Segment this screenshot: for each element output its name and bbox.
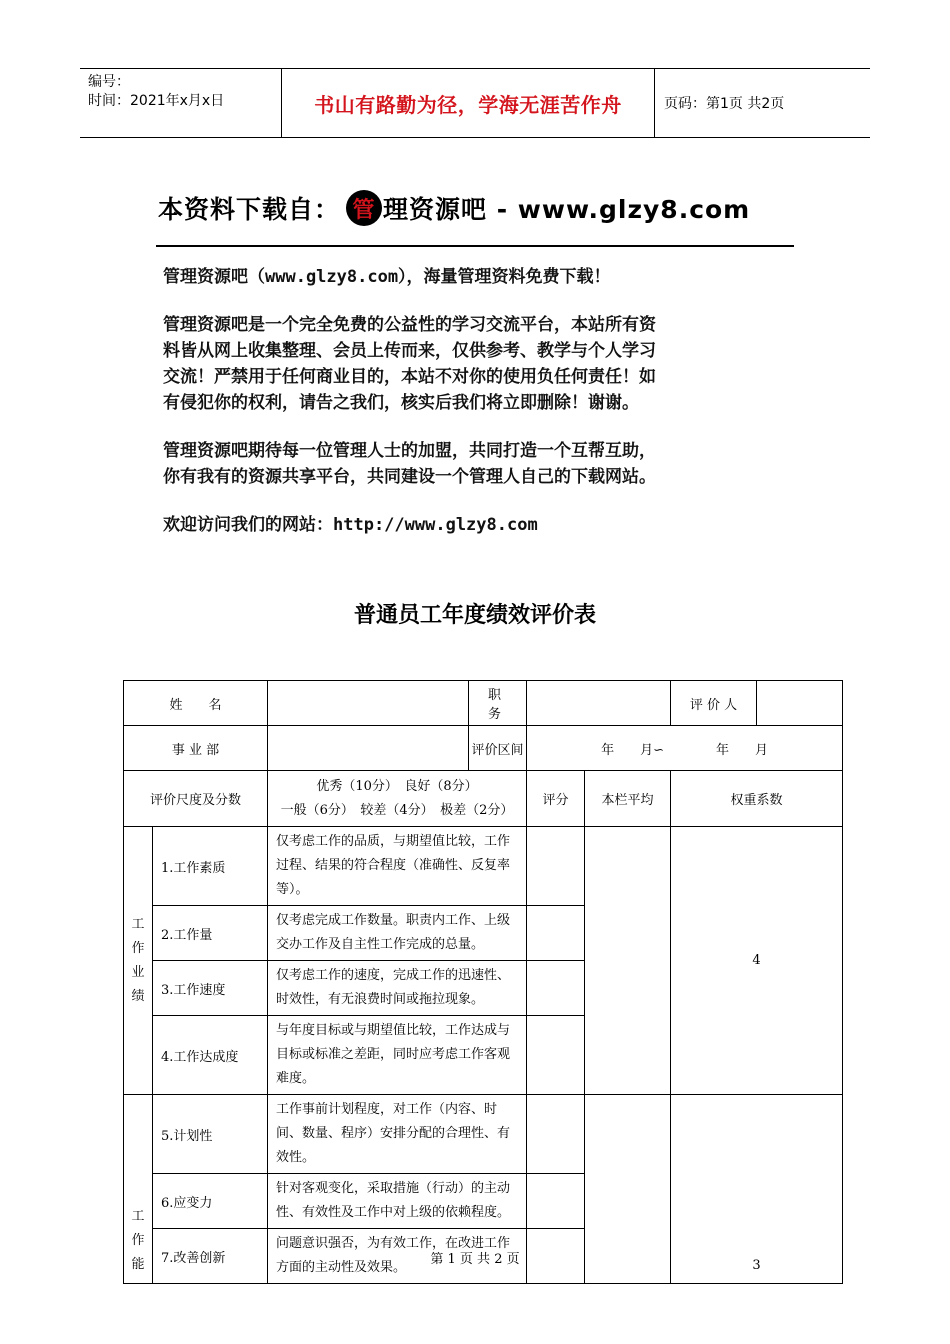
category-char: 作 [131,1233,145,1248]
name-label: 姓 名 [124,681,268,726]
category-char: 工 [131,1209,145,1224]
item-name: 4.工作达成度 [153,1016,268,1095]
item-score-field[interactable] [527,961,585,1016]
download-banner [158,188,798,228]
item-description: 工作事前计划程度，对工作（内容、时间、数量、程序）安排分配的合理性、有效性。 [268,1095,527,1174]
notice-line: 管理资源吧（www.glzy8.com），海量管理资料免费下载！ [163,267,611,287]
category-cell [124,827,153,1095]
banner-site-name: 理资源吧 - www.glzy8.com [383,195,751,224]
banner-prefix: 本资料下载自： [158,195,341,224]
page-header [80,68,870,138]
notice-line: 料皆从网上收集整理、会员上传而来，仅供参考、教学与个人学习 [163,341,656,361]
header-page-number: 页码：第1页 共2页 [664,96,785,112]
group-average-field[interactable] [585,827,671,1095]
notice-line: 你有我有的资源共享平台，共同建设一个管理人自己的下载网站。 [163,467,656,487]
header-motto: 书山有路勤为径，学海无涯苦作舟 [282,69,655,137]
position-label: 职 务 [469,681,527,726]
item-name: 3.工作速度 [153,961,268,1016]
evaluation-form [123,680,843,1284]
category-char: 作 [131,940,145,956]
item-name: 2.工作量 [153,906,268,961]
category-char: 能 [131,1257,145,1272]
item-score-field[interactable] [527,827,585,906]
group-weight: 4 [671,827,843,1095]
item-name: 7.改善创新 [153,1229,268,1284]
item-score-field[interactable] [527,906,585,961]
item-description: 针对客观变化，采取措施（行动）的主动性、有效性及工作中对上级的依赖程度。 [268,1174,527,1229]
evaluator-label: 评 价 人 [671,681,757,726]
average-header: 本栏平均 [585,771,671,827]
category-char: 工 [131,916,145,932]
group-weight: 3 [671,1095,843,1284]
item-description: 与年度目标或与期望值比较，工作达成与目标或标准之差距，同时应考虑工作客观难度。 [268,1016,527,1095]
notice-line: 管理资源吧期待每一位管理人士的加盟，共同打造一个互帮互助， [163,441,656,461]
department-label: 事 业 部 [124,726,268,771]
item-score-field[interactable] [527,1174,585,1229]
category-char: 绩 [131,988,145,1004]
scale-line: 优秀（10分） 良好（8分） [316,778,478,794]
notice-line: 管理资源吧是一个完全免费的公益性的学习交流平台，本站所有资 [163,315,656,335]
page-footer: 第 1 页 共 2 页 [430,1252,520,1267]
department-field[interactable] [268,726,469,771]
score-scale [268,771,527,827]
category-char: 业 [131,964,145,980]
logo-badge-icon: 管 [346,190,382,226]
item-description: 仅考虑工作的品质，与期望值比较，工作过程、结果的符合程度（准确性、反复率等）。 [268,827,527,906]
item-name: 6.应变力 [153,1174,268,1229]
name-field[interactable] [268,681,469,726]
period-label: 评价区间 [469,726,527,771]
scale-label: 评价尺度及分数 [124,771,268,827]
position-field[interactable] [527,681,671,726]
site-notice [163,264,803,538]
item-score-field[interactable] [527,1095,585,1174]
period-field[interactable]: 年 月∽ 年 月 [527,726,843,771]
score-header: 评分 [527,771,585,827]
weight-header: 权重系数 [671,771,843,827]
evaluator-field[interactable] [757,681,843,726]
notice-website-link[interactable]: 欢迎访问我们的网站：http://www.glzy8.com [163,515,538,535]
header-time: 时间：2021年x月x日 [88,93,225,109]
banner-divider [156,245,794,247]
item-name: 1.工作素质 [153,827,268,906]
item-score-field[interactable] [527,1016,585,1095]
item-name: 5.计划性 [153,1095,268,1174]
header-meta [80,69,282,137]
item-description: 问题意识强否，为有效工作，在改进工作方面的主动性及效果。 [268,1229,527,1284]
notice-line: 有侵犯你的权利，请告之我们，核实后我们将立即删除！谢谢。 [163,393,639,413]
item-description: 仅考虑完成工作数量。职责内工作、上级交办工作及自主性工作完成的总量。 [268,906,527,961]
notice-line: 交流！严禁用于任何商业目的，本站不对你的使用负任何责任！如 [163,367,656,387]
item-description: 仅考虑工作的速度，完成工作的迅速性、时效性，有无浪费时间或拖拉现象。 [268,961,527,1016]
document-title: 普通员工年度绩效评价表 [353,602,596,628]
serial-number: 编号： [88,74,130,90]
scale-line: 一般（6分） 较差（4分） 极差（2分） [280,802,514,818]
